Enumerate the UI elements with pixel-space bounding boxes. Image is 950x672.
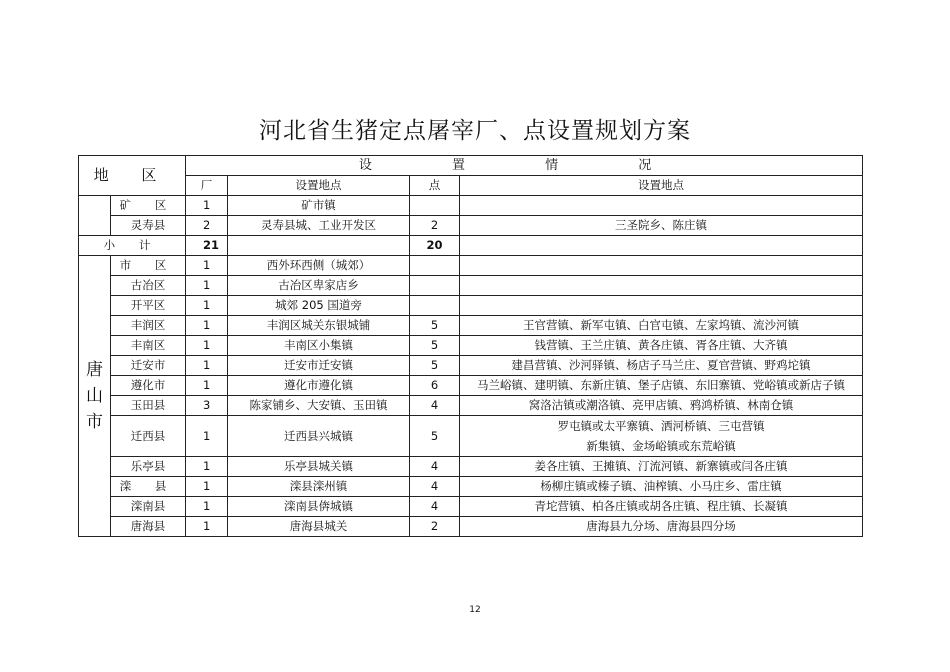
point-sites bbox=[460, 416, 863, 457]
factory-count: 1 bbox=[186, 296, 228, 316]
point-sites-line-2: 新集镇、金场峪镇或东荒峪镇 bbox=[586, 439, 736, 453]
county-cell: 迁西县 bbox=[111, 416, 186, 457]
subtotal-empty bbox=[460, 236, 863, 256]
table-row bbox=[79, 356, 863, 376]
subtotal-points: 20 bbox=[410, 236, 460, 256]
subtotal-empty bbox=[228, 236, 410, 256]
header-point: 点 bbox=[410, 176, 460, 196]
factory-site: 丰南区小集镇 bbox=[228, 336, 410, 356]
table-row bbox=[79, 316, 863, 336]
document-title: 河北省生猪定点屠宰厂、点设置规划方案 bbox=[259, 118, 691, 144]
factory-site: 迁西县兴城镇 bbox=[228, 416, 410, 457]
county-cell: 丰南区 bbox=[111, 336, 186, 356]
point-count: 5 bbox=[410, 316, 460, 336]
point-sites bbox=[460, 256, 863, 276]
factory-site: 陈家铺乡、大安镇、玉田镇 bbox=[228, 396, 410, 416]
county-cell: 灵寿县 bbox=[111, 216, 186, 236]
point-count bbox=[410, 296, 460, 316]
table-row bbox=[79, 497, 863, 517]
table-row bbox=[79, 477, 863, 497]
point-sites: 窝洛沽镇或潮洛镇、亮甲店镇、鸦鸿桥镇、林南仓镇 bbox=[460, 396, 863, 416]
point-count: 4 bbox=[410, 396, 460, 416]
factory-site: 矿市镇 bbox=[228, 196, 410, 216]
point-sites bbox=[460, 276, 863, 296]
point-sites: 马兰峪镇、建明镇、东新庄镇、堡子店镇、东旧寨镇、党峪镇或新店子镇 bbox=[460, 376, 863, 396]
point-count: 5 bbox=[410, 356, 460, 376]
header-factory: 厂 bbox=[186, 176, 228, 196]
subtotal-label: 小 计 bbox=[79, 236, 186, 256]
point-sites: 钱营镇、王兰庄镇、黄各庄镇、胥各庄镇、大齐镇 bbox=[460, 336, 863, 356]
table-row bbox=[79, 336, 863, 356]
factory-count: 1 bbox=[186, 336, 228, 356]
factory-site: 滦县滦州镇 bbox=[228, 477, 410, 497]
table-row bbox=[79, 376, 863, 396]
factory-count: 1 bbox=[186, 477, 228, 497]
county-cell: 迁安市 bbox=[111, 356, 186, 376]
factory-site: 乐亭县城关镇 bbox=[228, 457, 410, 477]
point-sites: 建昌营镇、沙河驿镇、杨店子马兰庄、夏官营镇、野鸡坨镇 bbox=[460, 356, 863, 376]
table-row bbox=[79, 457, 863, 477]
factory-count: 1 bbox=[186, 196, 228, 216]
factory-count: 1 bbox=[186, 517, 228, 537]
point-sites-line-1: 罗屯镇或太平寨镇、洒河桥镇、三屯营镇 bbox=[557, 419, 765, 433]
point-count bbox=[410, 276, 460, 296]
point-sites: 王官营镇、新军屯镇、白官屯镇、左家坞镇、流沙河镇 bbox=[460, 316, 863, 336]
table-row bbox=[79, 276, 863, 296]
subtotal-factories: 21 bbox=[186, 236, 228, 256]
table-row bbox=[79, 296, 863, 316]
factory-count: 2 bbox=[186, 216, 228, 236]
table-row bbox=[79, 517, 863, 537]
point-count: 5 bbox=[410, 336, 460, 356]
table-row bbox=[79, 196, 863, 216]
point-count bbox=[410, 196, 460, 216]
factory-count: 1 bbox=[186, 416, 228, 457]
header-factory-location: 设置地点 bbox=[228, 176, 410, 196]
county-cell: 丰润区 bbox=[111, 316, 186, 336]
county-cell: 矿 区 bbox=[111, 196, 186, 216]
factory-count: 1 bbox=[186, 256, 228, 276]
factory-site: 迁安市迁安镇 bbox=[228, 356, 410, 376]
point-count: 5 bbox=[410, 416, 460, 457]
factory-site: 唐海县城关 bbox=[228, 517, 410, 537]
factory-count: 1 bbox=[186, 497, 228, 517]
point-sites: 姜各庄镇、王摊镇、汀流河镇、新寨镇或闫各庄镇 bbox=[460, 457, 863, 477]
point-count: 4 bbox=[410, 497, 460, 517]
factory-site: 滦南县倴城镇 bbox=[228, 497, 410, 517]
county-cell: 滦南县 bbox=[111, 497, 186, 517]
point-sites: 杨柳庄镇或榛子镇、油榨镇、小马庄乡、雷庄镇 bbox=[460, 477, 863, 497]
factory-count: 3 bbox=[186, 396, 228, 416]
table-row bbox=[79, 416, 863, 457]
county-cell: 古冶区 bbox=[111, 276, 186, 296]
point-sites: 青坨营镇、柏各庄镇或胡各庄镇、程庄镇、长凝镇 bbox=[460, 497, 863, 517]
point-count: 4 bbox=[410, 477, 460, 497]
page-number: 12 bbox=[469, 605, 481, 615]
point-sites bbox=[460, 196, 863, 216]
point-sites: 唐海县九分场、唐海县四分场 bbox=[460, 517, 863, 537]
county-cell: 玉田县 bbox=[111, 396, 186, 416]
point-count: 2 bbox=[410, 517, 460, 537]
point-count: 2 bbox=[410, 216, 460, 236]
factory-count: 1 bbox=[186, 316, 228, 336]
county-cell: 乐亭县 bbox=[111, 457, 186, 477]
header-region: 地 区 bbox=[79, 156, 186, 196]
point-count: 6 bbox=[410, 376, 460, 396]
table-row bbox=[79, 396, 863, 416]
factory-site: 遵化市遵化镇 bbox=[228, 376, 410, 396]
factory-site: 灵寿县城、工业开发区 bbox=[228, 216, 410, 236]
county-cell: 市 区 bbox=[111, 256, 186, 276]
factory-site: 丰润区城关东银城铺 bbox=[228, 316, 410, 336]
county-cell: 开平区 bbox=[111, 296, 186, 316]
slaughterhouse-plan-table bbox=[78, 155, 863, 537]
point-sites: 三圣院乡、陈庄镇 bbox=[460, 216, 863, 236]
county-cell: 唐海县 bbox=[111, 517, 186, 537]
factory-count: 1 bbox=[186, 376, 228, 396]
city-cell-tangshan: 唐山市 bbox=[79, 256, 111, 537]
factory-site: 西外环西侧（城郊） bbox=[228, 256, 410, 276]
factory-site: 城郊 205 国道旁 bbox=[228, 296, 410, 316]
header-setting: 设 置 情 况 bbox=[186, 156, 863, 176]
factory-count: 1 bbox=[186, 457, 228, 477]
point-sites bbox=[460, 296, 863, 316]
county-cell: 滦 县 bbox=[111, 477, 186, 497]
city-cell-continued bbox=[79, 196, 111, 236]
subtotal-row bbox=[79, 236, 863, 256]
point-count bbox=[410, 256, 460, 276]
table-row bbox=[79, 256, 863, 276]
county-cell: 遵化市 bbox=[111, 376, 186, 396]
header-point-location: 设置地点 bbox=[460, 176, 863, 196]
factory-count: 1 bbox=[186, 356, 228, 376]
point-count: 4 bbox=[410, 457, 460, 477]
factory-count: 1 bbox=[186, 276, 228, 296]
table-row bbox=[79, 216, 863, 236]
factory-site: 古冶区卑家店乡 bbox=[228, 276, 410, 296]
